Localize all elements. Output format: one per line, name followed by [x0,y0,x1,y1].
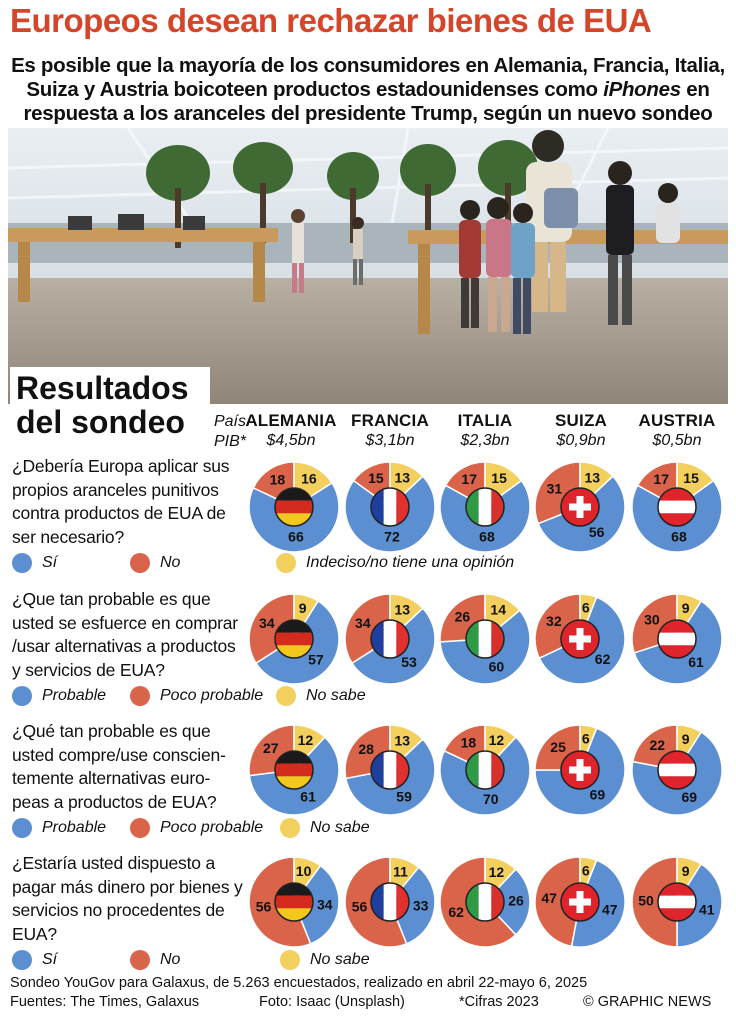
data-label-yellow: 15 [491,470,507,487]
footer-photo-credit: Foto: Isaac (Unsplash) [259,994,405,1010]
country-name: ALEMANIA [245,411,337,430]
data-label-blue: 57 [308,651,324,668]
data-label-red: 25 [550,738,566,755]
italy-flag-icon [466,751,504,789]
data-label-red: 17 [653,471,670,488]
austria-flag-icon [658,751,696,789]
data-label-yellow: 13 [394,732,411,749]
pib-label: PIB* [213,433,246,450]
switzerland-flag-icon [561,751,599,789]
question-3-text: ¿Qué tan probable es que usted compre/use conscien-temente alternativas euro-peas a productos de EUA? [12,721,226,812]
country-name: SUIZA [555,411,607,430]
france-flag-icon [371,883,409,921]
data-label-blue: 66 [288,528,304,545]
subtitle-text-2: en respuesta a los aranceles del presidente Trump, según un nuevo sondeo [23,78,713,125]
france-flag-icon [371,620,409,658]
data-label-blue: 41 [698,901,715,918]
legend-label: Poco probable [160,819,264,836]
data-label-yellow: 12 [488,863,505,880]
austria-flag-icon [658,488,696,526]
data-label-blue: 59 [396,788,412,805]
data-label-yellow: 9 [681,599,690,616]
data-label-blue: 69 [589,786,606,803]
data-label-red: 34 [259,614,275,631]
legend-label: No sabe [310,951,370,968]
data-label-yellow: 11 [393,863,408,880]
italy-flag-icon [466,883,504,921]
legend-label: Probable [42,687,107,704]
data-label-blue: 68 [671,528,687,545]
data-label-red: 56 [351,898,368,915]
country-gdp: $3,1bn [365,432,415,449]
page-title: Europeos desean rechazar bienes de EUA [10,2,652,39]
footer-brand: © GRAPHIC NEWS [583,994,712,1010]
data-label-red: 18 [269,471,286,488]
data-label-yellow: 15 [683,470,699,487]
country-name: AUSTRIA [638,411,716,430]
data-label-yellow: 13 [394,469,411,486]
country-gdp: $4,5bn [266,432,316,449]
germany-flag-icon [275,751,313,789]
data-label-red: 31 [546,480,563,497]
subtitle-iphones: iPhones [603,78,681,101]
data-label-yellow: 10 [295,863,312,880]
question-2-text: ¿Que tan probable es que usted se esfuerce en comprar /usar alternativas a productos y servicios de EUA? [12,589,238,680]
data-label-blue: 70 [483,791,499,808]
data-label-red: 32 [546,613,562,630]
footer-survey-note: Sondeo YouGov para Galaxus, de 5.263 encuestados, realizado en abril 22-mayo 6, 2025 [10,975,588,991]
data-label-red: 34 [355,614,371,631]
data-label-yellow: 16 [301,470,317,487]
france-flag-icon [371,488,409,526]
data-label-red: 30 [644,611,660,628]
results-title-line1: Resultados [16,370,189,406]
data-label-blue: 47 [601,901,618,918]
data-label-blue: 56 [588,523,605,540]
data-label-yellow: 9 [681,730,690,747]
footer-figures-note: *Cifras 2023 [459,994,539,1010]
data-label-blue: 26 [508,892,524,909]
footer-sources: Fuentes: The Times, Galaxus [10,994,200,1010]
data-label-blue: 53 [401,654,417,671]
legend-label: Sí [42,951,58,968]
legend-label: Probable [42,819,107,836]
data-label-blue: 69 [681,789,698,806]
data-label-red: 26 [454,608,471,625]
data-label-yellow: 9 [298,599,307,616]
data-label-yellow: 9 [681,862,690,879]
italy-flag-icon [466,488,504,526]
austria-flag-icon [658,620,696,658]
country-name: FRANCIA [351,411,429,430]
data-label-blue: 33 [412,897,429,914]
data-label-yellow: 6 [581,862,590,879]
germany-flag-icon [275,883,313,921]
germany-flag-icon [275,488,313,526]
data-label-yellow: 13 [584,469,601,486]
data-label-red: 28 [358,740,374,757]
switzerland-flag-icon [561,883,599,921]
data-label-blue: 34 [316,896,333,913]
data-label-red: 50 [638,892,654,909]
switzerland-flag-icon [561,620,599,658]
data-label-red: 62 [448,904,464,921]
country-gdp: $0,9bn [556,432,606,449]
legend-label: Indeciso/no tiene una opinión [306,554,515,571]
switzerland-flag-icon [561,488,599,526]
data-label-red: 15 [368,470,384,487]
country-name: ITALIA [457,411,513,430]
pais-label: País [213,413,246,430]
data-label-blue: 60 [488,658,505,675]
italy-flag-icon [466,620,504,658]
results-title-line2: del sondeo [16,404,185,440]
austria-flag-icon [658,883,696,921]
data-label-yellow: 14 [490,601,506,618]
data-label-red: 18 [460,734,477,751]
data-label-blue: 61 [300,788,316,805]
legend-label: No sabe [306,687,366,704]
data-label-yellow: 12 [488,731,505,748]
france-flag-icon [371,751,409,789]
legend-label: No [160,554,181,571]
data-label-yellow: 6 [581,599,590,616]
data-label-blue: 61 [688,654,704,671]
legend-label: No [160,951,181,968]
question-1-text: ¿Debería Europa aplicar sus propios aranceles punitivos contra productos de EUA de ser necesario? [12,456,230,547]
subtitle-text-1: Es posible que la mayoría de los consumidores en Alemania, Francia, Italia, Suiza y Austria boicoteen productos estadounidenses como [11,54,725,101]
legend-label: No sabe [310,819,370,836]
country-gdp: $0,5bn [652,432,702,449]
data-label-red: 47 [541,889,557,906]
question-4-text: ¿Estaría usted dispuesto a pagar más dinero por bienes y servicios no procedentes de EUA? [12,853,243,944]
data-label-red: 17 [461,471,478,488]
legend-label: Poco probable [160,687,264,704]
legend-label: Sí [42,554,58,571]
data-label-yellow: 12 [297,731,314,748]
data-label-yellow: 6 [581,730,590,747]
data-label-blue: 72 [384,528,400,545]
data-label-blue: 62 [594,650,611,667]
data-label-blue: 68 [479,528,495,545]
data-label-red: 27 [262,740,279,757]
data-label-red: 22 [649,736,666,753]
data-label-yellow: 13 [394,601,411,618]
data-label-red: 56 [255,898,272,915]
country-gdp: $2,3bn [460,432,510,449]
